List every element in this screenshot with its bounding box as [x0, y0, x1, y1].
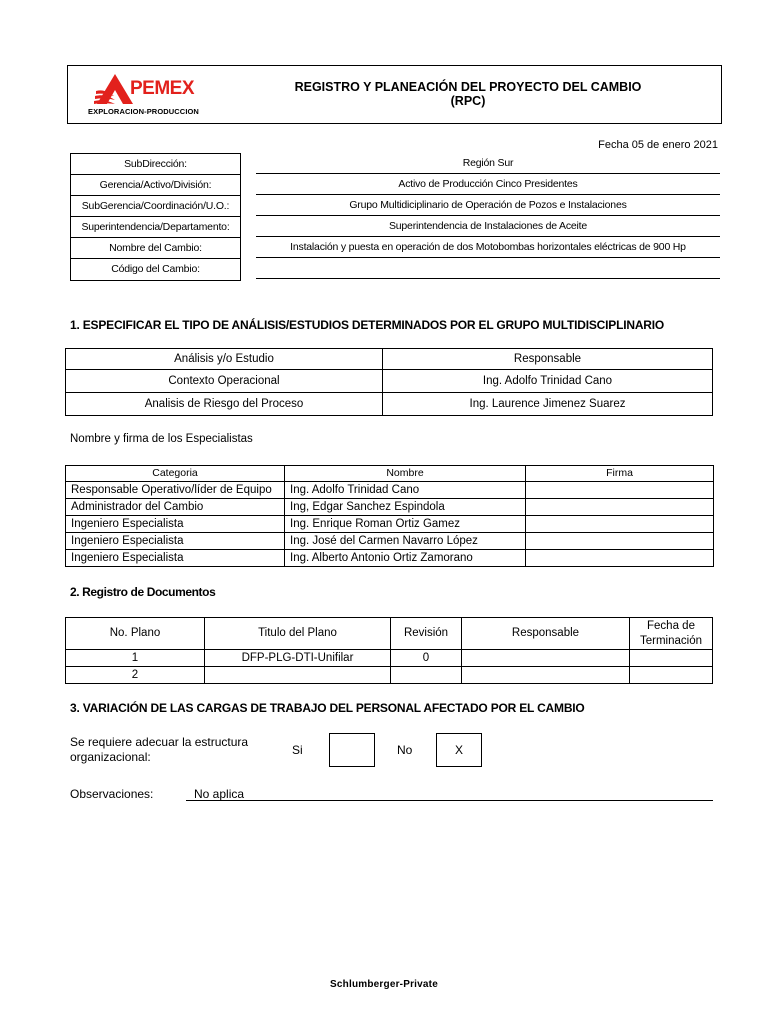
info-value-subgerencia: Grupo Multidiciplinario de Operación de Pozos e Instalaciones [256, 195, 720, 216]
table-cell: Ing. Enrique Roman Ortiz Gamez [285, 516, 526, 533]
table-cell: Ingeniero Especialista [66, 550, 285, 567]
table-cell [205, 667, 391, 684]
table-cell: Administrador del Cambio [66, 499, 285, 516]
section-3-title: 3. VARIACIÓN DE LAS CARGAS DE TRABAJO DEL PERSONAL AFECTADO POR EL CAMBIO [70, 701, 585, 715]
table-row [66, 667, 713, 684]
table-cell [630, 650, 713, 667]
header-cell: Categoria [66, 466, 285, 482]
table-cell [462, 650, 630, 667]
table-cell [630, 667, 713, 684]
header-cell-fecha [630, 618, 713, 650]
table-cell: 1 [66, 650, 205, 667]
signature-cell[interactable] [526, 550, 714, 567]
analysis-table [65, 348, 713, 416]
table-cell: DFP-PLG-DTI-Unifilar [205, 650, 391, 667]
header-fecha-line2: Terminación [640, 634, 702, 647]
si-label: Si [292, 743, 303, 757]
pemex-subtitle: EXPLORACION-PRODUCCION [88, 107, 199, 116]
header-cell: Nombre [285, 466, 526, 482]
table-header-row [66, 466, 714, 482]
especialistas-table [65, 465, 714, 567]
no-checkbox[interactable]: X [436, 733, 482, 767]
table-cell: Ingeniero Especialista [66, 516, 285, 533]
header-cell: Revisión [391, 618, 462, 650]
table-cell: Analisis de Riesgo del Proceso [66, 393, 383, 416]
especialistas-label: Nombre y firma de los Especialistas [70, 433, 253, 445]
no-label: No [397, 743, 413, 757]
table-cell: Ing. Adolfo Trinidad Cano [383, 370, 713, 393]
header-cell: No. Plano [66, 618, 205, 650]
table-row [66, 482, 714, 499]
table-cell: Responsable Operativo/líder de Equipo [66, 482, 285, 499]
info-label: Superintendencia/Departamento: [71, 217, 240, 238]
table-cell: Ing, Edgar Sanchez Espindola [285, 499, 526, 516]
signature-cell[interactable] [526, 499, 714, 516]
question-line-1: Se requiere adecuar la estructura [70, 735, 249, 749]
observaciones-label: Observaciones: [70, 787, 154, 801]
title-line-2: (RPC) [450, 94, 486, 108]
table-cell: Ing. Alberto Antonio Ortiz Zamorano [285, 550, 526, 567]
documents-table [65, 617, 713, 684]
section-1-title: 1. ESPECIFICAR EL TIPO DE ANÁLISIS/ESTUDIOS DETERMINADOS POR EL GRUPO MULTIDISCIPLINARIO [70, 318, 665, 332]
classification-footer: Schlumberger-Private [330, 979, 438, 990]
table-cell: 2 [66, 667, 205, 684]
info-label: SubGerencia/Coordinación/U.O.: [71, 196, 240, 217]
header-cell: Responsable [383, 349, 713, 370]
info-labels [70, 153, 241, 281]
pemex-logo [88, 72, 228, 118]
table-cell [391, 667, 462, 684]
info-label: Gerencia/Activo/División: [71, 175, 240, 196]
observaciones-value[interactable]: No aplica [194, 787, 245, 801]
table-row [66, 393, 713, 416]
document-title [218, 80, 718, 108]
signature-cell[interactable] [526, 516, 714, 533]
info-label: Nombre del Cambio: [71, 238, 240, 259]
table-header-row [66, 349, 713, 370]
info-value-nombre-cambio: Instalación y puesta en operación de dos Motobombas horizontales eléctricas de 900 Hp [256, 237, 720, 258]
header-cell: Firma [526, 466, 714, 482]
pemex-wordmark: PEMEX [130, 78, 195, 99]
table-row [66, 370, 713, 393]
table-cell: Ing. Laurence Jimenez Suarez [383, 393, 713, 416]
table-cell: 0 [391, 650, 462, 667]
table-row [66, 550, 714, 567]
title-line-1: REGISTRO Y PLANEACIÓN DEL PROYECTO DEL CAMBIO [294, 80, 642, 94]
header-fecha-line1: Fecha de [647, 619, 695, 632]
table-cell: Ing. José del Carmen Navarro López [285, 533, 526, 550]
info-value-gerencia: Activo de Producción Cinco Presidentes [256, 174, 720, 195]
table-cell: Contexto Operacional [66, 370, 383, 393]
si-checkbox[interactable] [329, 733, 375, 767]
table-cell: Ing. Adolfo Trinidad Cano [285, 482, 526, 499]
info-value-codigo-cambio [256, 258, 720, 279]
info-label: Código del Cambio: [111, 263, 200, 275]
structure-question [70, 735, 248, 765]
info-label: SubDirección: [71, 154, 240, 175]
info-value-superintendencia: Superintendencia de Instalaciones de Aceite [256, 216, 720, 237]
table-cell [462, 667, 630, 684]
info-value-subdireccion: Región Sur [256, 153, 720, 174]
table-header-row [66, 618, 713, 650]
document-header [67, 65, 722, 124]
header-cell: Responsable [462, 618, 630, 650]
signature-cell[interactable] [526, 533, 714, 550]
header-cell: Análisis y/o Estudio [66, 349, 383, 370]
question-line-2: organizacional: [70, 750, 151, 764]
table-row [66, 499, 714, 516]
info-values [256, 153, 720, 279]
section-2-title: 2. Registro de Documentos [70, 585, 216, 599]
observaciones-underline [186, 800, 713, 801]
table-row [66, 650, 713, 667]
table-row [66, 516, 714, 533]
table-cell: Ingeniero Especialista [66, 533, 285, 550]
document-date: Fecha 05 de enero 2021 [598, 139, 718, 151]
signature-cell[interactable] [526, 482, 714, 499]
table-row [66, 533, 714, 550]
header-cell: Titulo del Plano [205, 618, 391, 650]
